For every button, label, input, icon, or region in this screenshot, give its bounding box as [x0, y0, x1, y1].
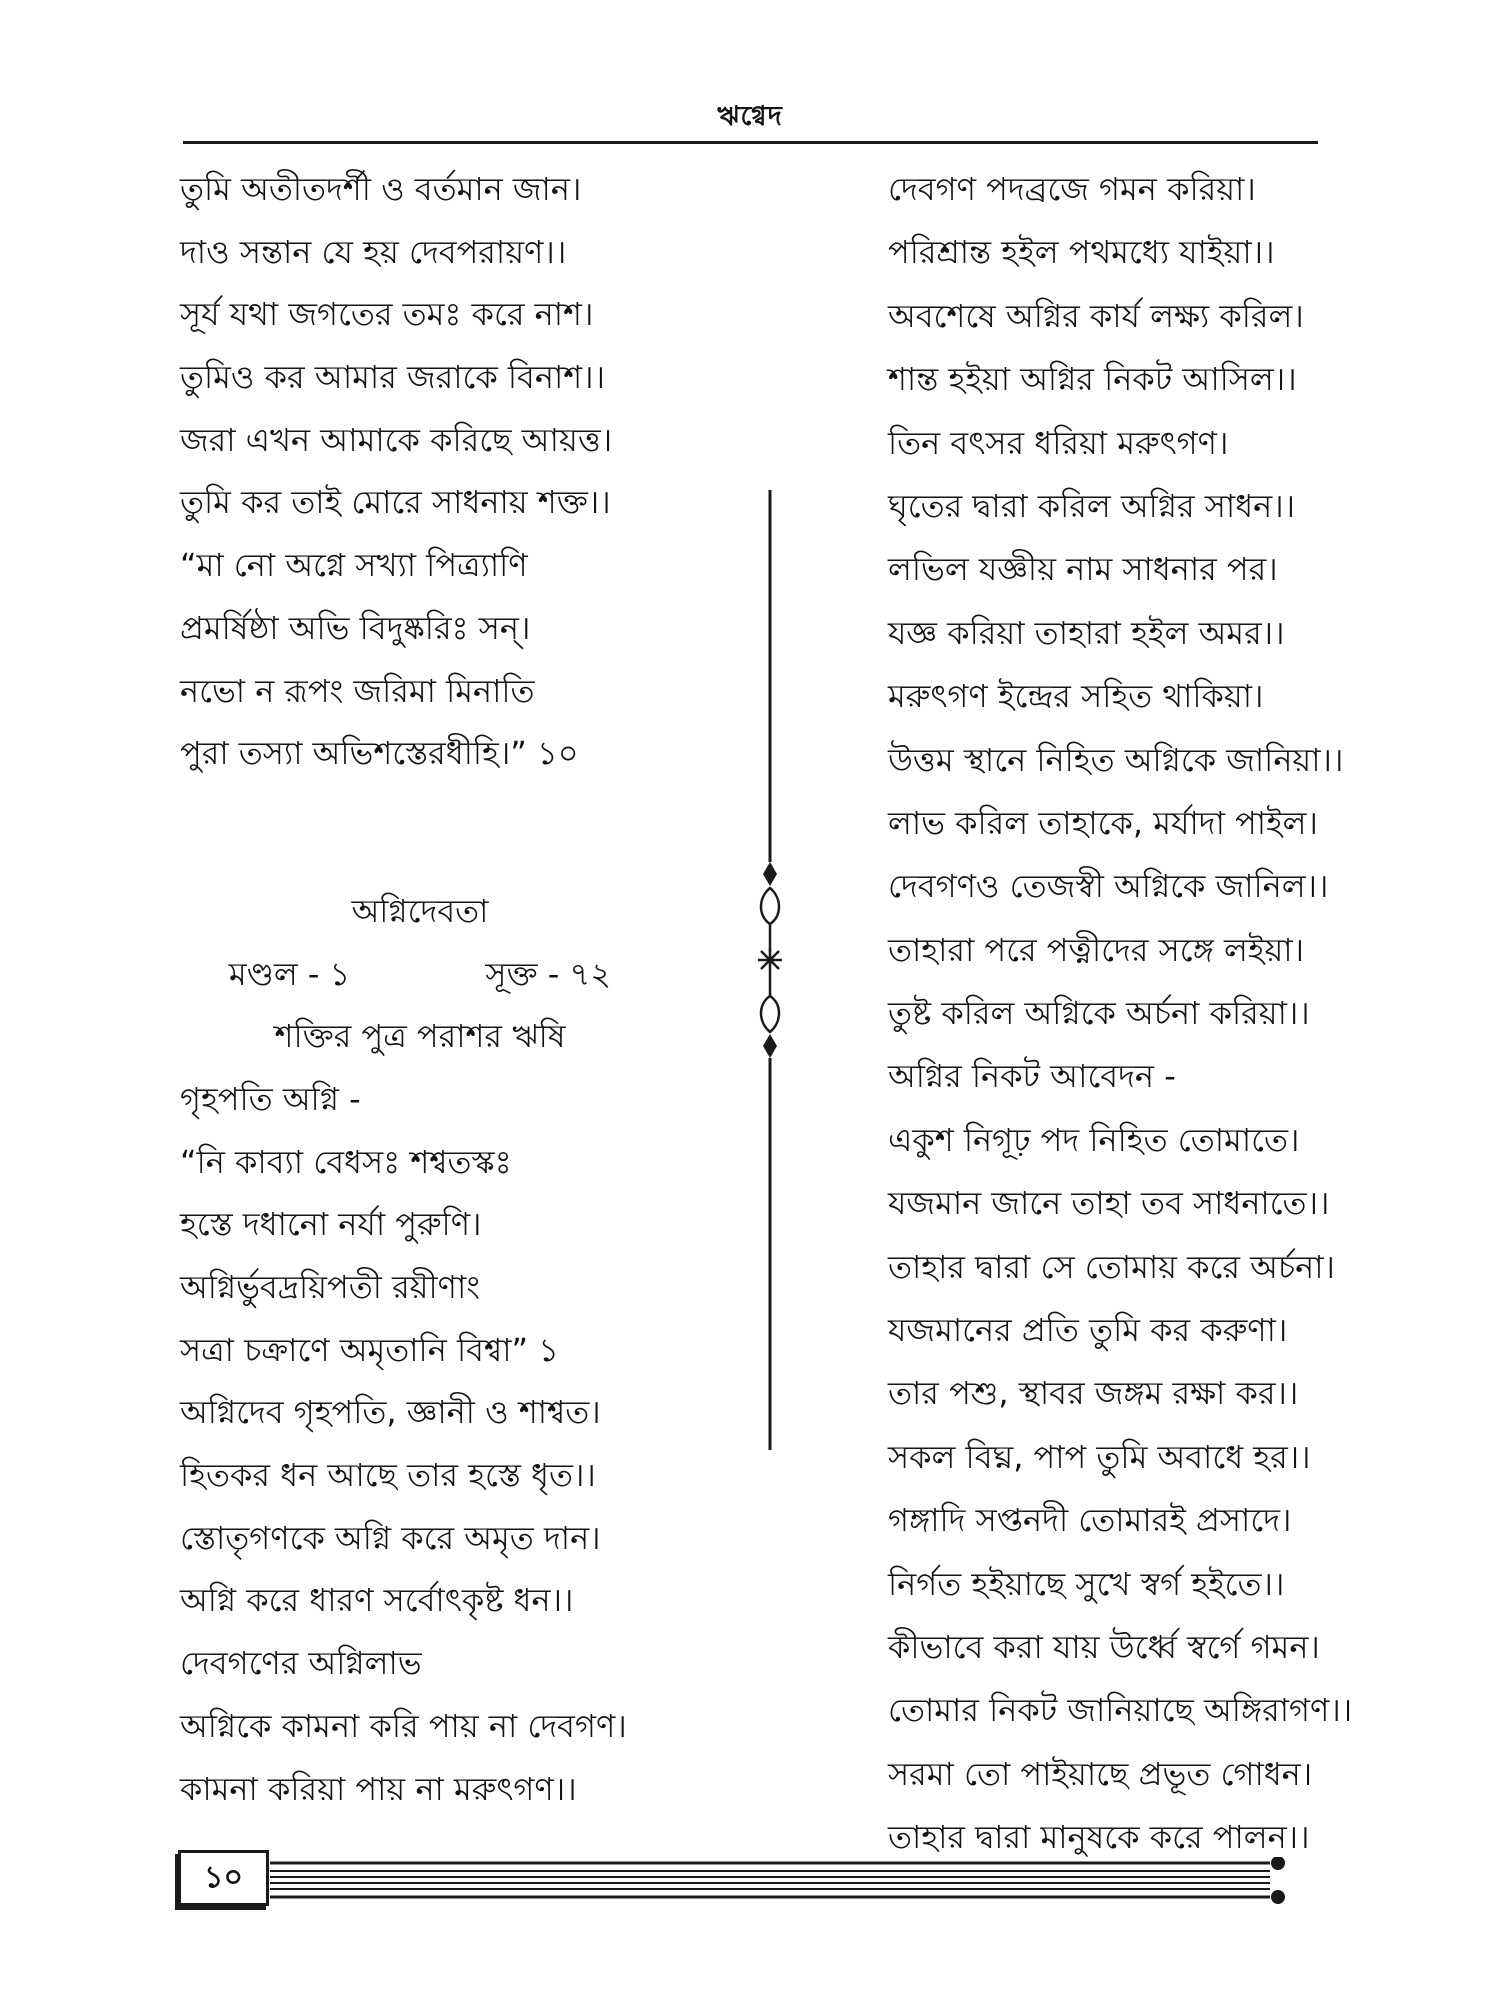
left-column: [180, 158, 760, 1820]
sukta-label: সূক্ত - ৭২: [485, 954, 612, 993]
footer-ornamental-rule: [270, 1857, 1305, 1905]
sanskrit-verse-line: নভো ন রূপং জরিমা মিনাতি: [180, 671, 535, 710]
verse-line: জরা এখন আমাকে করিছে আয়ত্ত।: [180, 420, 613, 459]
verse-line: যজমানের প্রতি তুমি কর করুণা।: [888, 1311, 1288, 1350]
verse-line: শান্ত হইয়া অগ্নির নিকট আসিল।।: [888, 360, 1297, 399]
mandala-label: মণ্ডল - ১: [228, 954, 351, 993]
header-rule: [183, 141, 1318, 144]
verse-line: উত্তম স্থানে নিহিত অগ্নিকে জানিয়া।।: [888, 740, 1344, 779]
verse-line: ঘৃতের দ্বারা করিল অগ্নির সাধন।।: [888, 486, 1296, 525]
verse-line: তার পশু, স্থাবর জঙ্গম রক্ষা কর।।: [888, 1374, 1299, 1413]
verse-line: লাভ করিল তাহাকে, মর্যাদা পাইল।: [888, 803, 1318, 842]
verse-line: যজমান জানে তাহা তব সাধনাতে।।: [888, 1184, 1330, 1223]
verse-line: যজ্ঞ করিয়া তাহারা হইল অমর।।: [888, 613, 1285, 652]
verse-line: অগ্নিকে কামনা করি পায় না দেবগণ।: [180, 1706, 627, 1745]
sanskrit-verse-line: অগ্নির্ভুবদ্রয়িপতী রয়ীণাং: [180, 1268, 481, 1306]
page-header-title: ঋগ্বেদ: [717, 101, 783, 132]
verse-line: একুশ নিগূঢ় পদ নিহিত তোমাতে।: [888, 1120, 1300, 1159]
verse-line: তাহার দ্বারা মানুষকে করে পালন।।: [888, 1818, 1310, 1857]
verse-line: নির্গত হইয়াছে সুখে স্বর্গ হইতে।।: [888, 1564, 1285, 1603]
rishi-label: শক্তির পুত্র পরাশর ঋষি: [274, 1017, 566, 1056]
page-number: ১০: [178, 1850, 269, 1906]
subheading: অগ্নির নিকট আবেদন -: [888, 1057, 1176, 1096]
verse-line: তোমার নিকট জানিয়াছে অঙ্গিরাগণ।।: [888, 1691, 1353, 1730]
verse-line: দেবগণও তেজস্বী অগ্নিকে জানিল।।: [888, 867, 1329, 906]
verse-line: তাহার দ্বারা সে তোমায় করে অর্চনা।: [888, 1247, 1335, 1286]
verse-line: তুমি কর তাই মোরে সাধনায় শক্ত।।: [180, 483, 611, 522]
verse-line: লভিল যজ্ঞীয় নাম সাধনার পর।: [888, 550, 1278, 589]
right-column: [888, 158, 1358, 1870]
sanskrit-verse-line: “নি কাব্যা বেধসঃ শশ্বতস্কঃ: [180, 1142, 512, 1181]
verse-line: তিন বৎসর ধরিয়া মরুৎগণ।: [888, 423, 1229, 462]
sanskrit-verse-line: সত্রা চক্রাণে অমৃতানি বিশ্বা” ১: [180, 1330, 560, 1369]
verse-line: তাহারা পরে পত্নীদের সঙ্গে লইয়া।: [888, 930, 1305, 969]
verse-line: স্তোতৃগণকে অগ্নি করে অমৃত দান।: [180, 1518, 601, 1557]
verse-line: মরুৎগণ ইন্দ্রের সহিত থাকিয়া।: [888, 677, 1264, 716]
verse-line: দাও সন্তান যে হয় দেবপরায়ণ।।: [180, 232, 567, 271]
verse-line: তুমিও কর আমার জরাকে বিনাশ।।: [180, 358, 606, 397]
verse-line: অগ্নি করে ধারণ সর্বোৎকৃষ্ট ধন।।: [180, 1581, 574, 1620]
sanskrit-verse-line: পুরা তস্যা অভিশস্তেরধীহি।” ১০: [180, 734, 579, 773]
sanskrit-verse-line: “মা নো অগ্নে সখ্যা পিত্র্যাণি: [180, 546, 528, 585]
verse-line: কামনা করিয়া পায় না মরুৎগণ।।: [180, 1769, 577, 1808]
verse-line: সরমা তো পাইয়াছে প্রভূত গোধন।: [888, 1754, 1313, 1793]
subheading: গৃহপতি অগ্নি -: [180, 1079, 361, 1118]
verse-line: দেবগণ পদব্রজে গমন করিয়া।: [888, 170, 1256, 208]
section-spacer: [180, 785, 760, 880]
verse-line: পরিশ্রান্ত হইল পথমধ্যে যাইয়া।।: [888, 233, 1275, 272]
verse-line: হিতকর ধন আছে তার হস্তে ধৃত।।: [180, 1456, 596, 1495]
verse-line: গঙ্গাদি সপ্তনদী তোমারই প্রসাদে।: [888, 1501, 1292, 1540]
verse-line: তুমি অতীতদর্শী ও বর্তমান জান।: [180, 170, 582, 208]
mandala-sukta-row: [180, 943, 660, 1006]
section-title: অগ্নিদেবতা: [351, 891, 489, 930]
ornamental-divider: [750, 490, 790, 1450]
verse-line: কীভাবে করা যায় উর্ধ্বে স্বর্গে গমন।: [888, 1627, 1320, 1666]
subheading: দেবগণের অগ্নিলাভ: [180, 1644, 422, 1683]
sanskrit-verse-line: হস্তে দধানো নর্যা পুরুণি।: [180, 1205, 482, 1244]
verse-line: সকল বিঘ্ন, পাপ তুমি অবাধে হর।।: [888, 1437, 1311, 1476]
verse-line: অবশেষে অগ্নির কার্য লক্ষ্য করিল।: [888, 296, 1304, 335]
sanskrit-verse-line: প্রমর্ষিষ্ঠা অভি বিদুষ্করিঃ সন্।: [180, 608, 531, 647]
verse-line: সূর্য যথা জগতের তমঃ করে নাশ।: [180, 295, 594, 334]
verse-line: তুষ্ট করিল অগ্নিকে অর্চনা করিয়া।।: [888, 994, 1310, 1033]
verse-line: অগ্নিদেব গৃহপতি, জ্ঞানী ও শাশ্বত।: [180, 1393, 601, 1432]
